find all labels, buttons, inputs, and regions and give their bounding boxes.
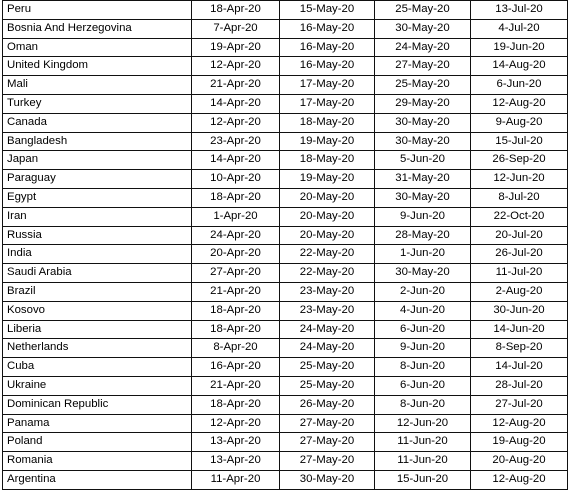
date-cell-1: 18-Apr-20 (192, 301, 280, 320)
date-cell-3: 24-May-20 (375, 38, 471, 57)
table-row (3, 94, 568, 113)
table-row (3, 226, 568, 245)
date-cell-1: 14-Apr-20 (192, 151, 280, 170)
date-cell-2: 25-May-20 (280, 376, 375, 395)
date-cell-3: 25-May-20 (375, 76, 471, 95)
date-cell-1: 24-Apr-20 (192, 226, 280, 245)
date-cell-1: 8-Apr-20 (192, 339, 280, 358)
table-row (3, 433, 568, 452)
country-cell: Bangladesh (3, 132, 192, 151)
date-cell-3: 29-May-20 (375, 94, 471, 113)
date-cell-3: 6-Jun-20 (375, 320, 471, 339)
table-body (3, 1, 568, 490)
table-row (3, 57, 568, 76)
date-cell-4: 11-Jul-20 (471, 264, 568, 283)
date-cell-4: 14-Jul-20 (471, 358, 568, 377)
date-cell-1: 19-Apr-20 (192, 38, 280, 57)
date-cell-1: 18-Apr-20 (192, 320, 280, 339)
date-cell-2: 20-May-20 (280, 226, 375, 245)
date-cell-3: 4-Jun-20 (375, 301, 471, 320)
date-cell-3: 27-May-20 (375, 57, 471, 76)
date-cell-1: 13-Apr-20 (192, 433, 280, 452)
date-cell-2: 22-May-20 (280, 245, 375, 264)
country-cell: Oman (3, 38, 192, 57)
date-cell-1: 18-Apr-20 (192, 188, 280, 207)
date-cell-2: 17-May-20 (280, 76, 375, 95)
table-row (3, 395, 568, 414)
country-cell: Peru (3, 1, 192, 20)
date-cell-3: 12-Jun-20 (375, 414, 471, 433)
date-cell-2: 17-May-20 (280, 94, 375, 113)
date-cell-2: 30-May-20 (280, 470, 375, 489)
table-row (3, 452, 568, 471)
country-cell: Canada (3, 113, 192, 132)
date-cell-3: 11-Jun-20 (375, 452, 471, 471)
date-cell-2: 25-May-20 (280, 358, 375, 377)
date-cell-4: 12-Aug-20 (471, 94, 568, 113)
date-cell-2: 23-May-20 (280, 282, 375, 301)
date-cell-3: 9-Jun-20 (375, 339, 471, 358)
date-cell-1: 18-Apr-20 (192, 395, 280, 414)
date-cell-1: 12-Apr-20 (192, 57, 280, 76)
date-cell-3: 31-May-20 (375, 170, 471, 189)
table-row (3, 245, 568, 264)
table-row (3, 151, 568, 170)
table-row (3, 1, 568, 20)
country-cell: Bosnia And Herzegovina (3, 19, 192, 38)
date-cell-2: 19-May-20 (280, 170, 375, 189)
date-cell-3: 30-May-20 (375, 188, 471, 207)
date-cell-2: 20-May-20 (280, 207, 375, 226)
country-cell: Turkey (3, 94, 192, 113)
country-cell: Russia (3, 226, 192, 245)
date-cell-3: 25-May-20 (375, 1, 471, 20)
date-cell-1: 14-Apr-20 (192, 94, 280, 113)
date-cell-4: 14-Aug-20 (471, 57, 568, 76)
table-row (3, 113, 568, 132)
table-row (3, 38, 568, 57)
country-cell: Romania (3, 452, 192, 471)
country-cell: United Kingdom (3, 57, 192, 76)
date-cell-3: 30-May-20 (375, 113, 471, 132)
table-row (3, 358, 568, 377)
table-row (3, 264, 568, 283)
date-cell-2: 20-May-20 (280, 188, 375, 207)
table-row (3, 132, 568, 151)
date-cell-2: 24-May-20 (280, 320, 375, 339)
date-cell-1: 21-Apr-20 (192, 376, 280, 395)
date-cell-1: 23-Apr-20 (192, 132, 280, 151)
date-cell-3: 9-Jun-20 (375, 207, 471, 226)
table-row (3, 207, 568, 226)
date-cell-4: 30-Jun-20 (471, 301, 568, 320)
date-cell-4: 19-Aug-20 (471, 433, 568, 452)
date-cell-2: 16-May-20 (280, 38, 375, 57)
date-cell-3: 30-May-20 (375, 19, 471, 38)
table-row (3, 470, 568, 489)
date-cell-3: 28-May-20 (375, 226, 471, 245)
date-cell-4: 22-Oct-20 (471, 207, 568, 226)
table-row (3, 339, 568, 358)
table-row (3, 188, 568, 207)
date-cell-2: 16-May-20 (280, 57, 375, 76)
table-row (3, 414, 568, 433)
country-cell: Argentina (3, 470, 192, 489)
date-cell-4: 12-Jun-20 (471, 170, 568, 189)
date-cell-4: 20-Jul-20 (471, 226, 568, 245)
date-cell-1: 10-Apr-20 (192, 170, 280, 189)
country-cell: Paraguay (3, 170, 192, 189)
table-row (3, 282, 568, 301)
date-cell-4: 8-Sep-20 (471, 339, 568, 358)
date-cell-3: 8-Jun-20 (375, 358, 471, 377)
date-cell-2: 15-May-20 (280, 1, 375, 20)
date-cell-1: 13-Apr-20 (192, 452, 280, 471)
date-cell-2: 27-May-20 (280, 452, 375, 471)
date-cell-4: 19-Jun-20 (471, 38, 568, 57)
date-cell-3: 2-Jun-20 (375, 282, 471, 301)
date-cell-4: 8-Jul-20 (471, 188, 568, 207)
date-cell-2: 26-May-20 (280, 395, 375, 414)
date-cell-1: 1-Apr-20 (192, 207, 280, 226)
table-row (3, 376, 568, 395)
date-cell-1: 11-Apr-20 (192, 470, 280, 489)
date-cell-3: 11-Jun-20 (375, 433, 471, 452)
date-cell-1: 12-Apr-20 (192, 113, 280, 132)
country-cell: Mali (3, 76, 192, 95)
date-cell-2: 18-May-20 (280, 113, 375, 132)
date-cell-3: 6-Jun-20 (375, 376, 471, 395)
date-cell-4: 4-Jul-20 (471, 19, 568, 38)
table-row (3, 170, 568, 189)
date-cell-2: 24-May-20 (280, 339, 375, 358)
date-cell-4: 26-Jul-20 (471, 245, 568, 264)
country-cell: Netherlands (3, 339, 192, 358)
date-cell-3: 8-Jun-20 (375, 395, 471, 414)
date-cell-2: 22-May-20 (280, 264, 375, 283)
date-cell-1: 7-Apr-20 (192, 19, 280, 38)
date-cell-1: 12-Apr-20 (192, 414, 280, 433)
date-cell-4: 15-Jul-20 (471, 132, 568, 151)
country-cell: Brazil (3, 282, 192, 301)
country-cell: Cuba (3, 358, 192, 377)
date-cell-4: 27-Jul-20 (471, 395, 568, 414)
country-cell: Japan (3, 151, 192, 170)
date-cell-2: 27-May-20 (280, 433, 375, 452)
date-cell-2: 19-May-20 (280, 132, 375, 151)
country-cell: Saudi Arabia (3, 264, 192, 283)
date-cell-1: 18-Apr-20 (192, 1, 280, 20)
date-cell-4: 14-Jun-20 (471, 320, 568, 339)
country-cell: India (3, 245, 192, 264)
date-cell-4: 20-Aug-20 (471, 452, 568, 471)
date-cell-4: 13-Jul-20 (471, 1, 568, 20)
date-cell-4: 12-Aug-20 (471, 414, 568, 433)
date-cell-2: 23-May-20 (280, 301, 375, 320)
date-cell-4: 2-Aug-20 (471, 282, 568, 301)
date-cell-4: 26-Sep-20 (471, 151, 568, 170)
date-cell-4: 9-Aug-20 (471, 113, 568, 132)
data-table-container (2, 0, 567, 490)
date-cell-3: 15-Jun-20 (375, 470, 471, 489)
date-cell-2: 27-May-20 (280, 414, 375, 433)
date-cell-1: 21-Apr-20 (192, 76, 280, 95)
country-cell: Kosovo (3, 301, 192, 320)
country-cell: Liberia (3, 320, 192, 339)
country-cell: Iran (3, 207, 192, 226)
table-row (3, 19, 568, 38)
date-cell-1: 16-Apr-20 (192, 358, 280, 377)
date-cell-4: 6-Jun-20 (471, 76, 568, 95)
date-cell-3: 30-May-20 (375, 132, 471, 151)
date-cell-3: 30-May-20 (375, 264, 471, 283)
table-row (3, 76, 568, 95)
country-cell: Ukraine (3, 376, 192, 395)
country-cell: Egypt (3, 188, 192, 207)
country-cell: Poland (3, 433, 192, 452)
date-cell-2: 16-May-20 (280, 19, 375, 38)
country-dates-table (2, 0, 568, 490)
date-cell-3: 5-Jun-20 (375, 151, 471, 170)
table-row (3, 320, 568, 339)
date-cell-1: 21-Apr-20 (192, 282, 280, 301)
country-cell: Panama (3, 414, 192, 433)
country-cell: Dominican Republic (3, 395, 192, 414)
date-cell-3: 1-Jun-20 (375, 245, 471, 264)
date-cell-1: 20-Apr-20 (192, 245, 280, 264)
date-cell-2: 18-May-20 (280, 151, 375, 170)
date-cell-1: 27-Apr-20 (192, 264, 280, 283)
table-row (3, 301, 568, 320)
date-cell-4: 28-Jul-20 (471, 376, 568, 395)
date-cell-4: 12-Aug-20 (471, 470, 568, 489)
